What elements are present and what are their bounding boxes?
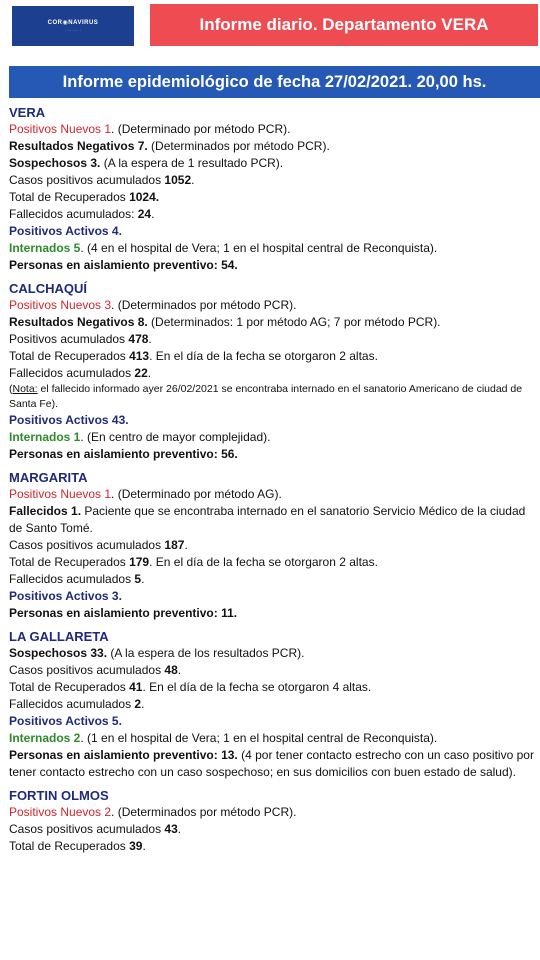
fallecidos-nuevos-detail: Paciente que se encontraba internado en el sanatorio Servicio Médico de la ciudad de Santo Tomé. [9,504,526,535]
internados-detail: . (1 en el hospital de Vera; 1 en el hospital central de Reconquista). [80,731,438,745]
nota-text: el fallecido informado ayer 26/02/2021 se encontraba internado en el sanatorio Americano de ciudad de Santa Fe). [9,383,523,410]
negativos-detail: (Determinados: 1 por método AG; 7 por método PCR). [147,315,441,329]
acumulados-value: 478 [128,332,149,346]
recuperados-detail: . En el día de la fecha se otorgaron 4 altas. [142,680,372,694]
acumulados-value: 43 [164,822,178,836]
negativos-label: Resultados Negativos 7. [9,139,148,153]
report-banner: Informe diario. Departamento VERA [150,4,538,46]
section-title-calchaqui: CALCHAQUÍ [9,281,87,296]
margarita-recuperados [9,554,540,571]
gallareta-acumulados: Casos positivos acumulados 48. [9,663,182,677]
fallecidos-value: 5 [134,572,142,586]
gallareta-recuperados [9,679,540,696]
gallareta-sospechosos [9,645,540,662]
vera-fallecidos: Fallecidos acumulados: 24. [9,207,155,221]
acumulados-value: 187 [164,538,185,552]
recuperados-label: Total de Recuperados [9,680,130,694]
positivos-label: Positivos Nuevos 1 [9,487,112,501]
negativos-label: Resultados Negativos 8. [9,315,148,329]
positivos-detail: . (Determinados por método PCR). [111,805,297,819]
recuperados-label: Total de Recuperados [9,839,130,853]
calchaqui-internados [9,429,540,446]
gallareta-internados [9,730,540,747]
internados-detail: . (En centro de mayor complejidad). [80,430,271,444]
gallareta-aislamiento [9,747,540,781]
calchaqui-activos: Positivos Activos 43. [9,413,129,427]
vera-acumulados: Casos positivos acumulados 1052. [9,173,195,187]
fortin-acumulados: Casos positivos acumulados 43. [9,822,182,836]
margarita-positivos [9,486,540,503]
gallareta-activos: Positivos Activos 5. [9,714,122,728]
top-bar [0,0,540,54]
internados-label: Internados 2 [9,731,81,745]
recuperados-label: Total de Recuperados [9,349,130,363]
section-title-gallareta: LA GALLARETA [9,629,109,644]
vera-activos: Positivos Activos 4. [9,224,122,238]
vera-positivos [9,121,540,138]
positivos-label: Positivos Nuevos 3 [9,298,112,312]
positivos-label: Positivos Nuevos 2 [9,805,112,819]
fallecidos-value: 2 [134,697,142,711]
calchaqui-positivos [9,297,540,314]
logo-text: COR◉NAVIRUS [47,20,99,26]
acumulados-value: 48 [164,663,178,677]
acumulados-label: Casos positivos acumulados [9,663,165,677]
acumulados-label: Casos positivos acumulados [9,822,165,836]
margarita-fallecidos-nuevos [9,503,540,537]
calchaqui-nota: (Nota: el fallecido informado ayer 26/02/2021 se encontraba internado en el sanatorio Americano de ciudad de Santa Fe). [9,383,523,410]
negativos-detail: (Determinados por método PCR). [147,139,330,153]
sospechosos-label: Sospechosos 33. [9,646,108,660]
section-title-fortin-olmos: FORTIN OLMOS [9,788,109,803]
fallecidos-value: 22 [134,366,148,380]
sospechosos-detail: (A la espera de 1 resultado PCR). [100,156,284,170]
margarita-activos: Positivos Activos 3. [9,589,122,603]
calchaqui-recuperados [9,348,540,365]
margarita-aislamiento: Personas en aislamiento preventivo: 11. [9,606,238,620]
acumulados-label: Casos positivos acumulados [9,173,165,187]
coronavirus-logo [12,6,134,46]
fortin-positivos [9,804,540,821]
aislamiento-label: Personas en aislamiento preventivo: 13. [9,748,238,762]
sospechosos-label: Sospechosos 3. [9,156,101,170]
acumulados-label: Positivos acumulados [9,332,129,346]
recuperados-value: 413 [129,349,150,363]
positivos-label: Positivos Nuevos 1 [9,122,112,136]
positivos-detail: . (Determinados por método PCR). [111,298,297,312]
vera-aislamiento: Personas en aislamiento preventivo: 54. [9,258,238,272]
section-title-vera: VERA [9,105,46,120]
fallecidos-label: Fallecidos acumulados: [9,207,138,221]
aislamiento-detail: (4 por tener contacto estrecho con un caso positivo por tener contacto estrecho con un caso sospechoso; en sus domicilios con buen estado de salud). [9,748,534,779]
recuperados-label: Total de Recuperados [9,190,130,204]
report-date-title: Informe epidemiológico de fecha 27/02/2021. 20,00 hs. [9,66,540,98]
calchaqui-negativos [9,314,540,331]
logo-decor: · · · · · · · [65,28,81,33]
recuperados-label: Total de Recuperados [9,555,130,569]
fallecidos-label: Fallecidos acumulados [9,697,135,711]
calchaqui-fallecidos: Fallecidos acumulados 22. [9,366,152,380]
gallareta-fallecidos: Fallecidos acumulados 2. [9,697,145,711]
sospechosos-detail: (A la espera de los resultados PCR). [107,646,305,660]
fallecidos-label: Fallecidos acumulados [9,572,135,586]
report-content [9,104,540,855]
internados-label: Internados 1 [9,430,81,444]
margarita-fallecidos: Fallecidos acumulados 5. [9,572,145,586]
internados-detail: . (4 en el hospital de Vera; 1 en el hospital central de Reconquista). [80,241,438,255]
vera-recuperados [9,189,540,206]
vera-negativos [9,138,540,155]
recuperados-detail: . En el día de la fecha se otorgaron 2 altas. [149,555,378,569]
vera-sospechosos [9,155,540,172]
fortin-recuperados: Total de Recuperados 39. [9,839,146,853]
recuperados-value: 41 [129,680,143,694]
internados-label: Internados 5 [9,241,81,255]
fallecidos-label: Fallecidos acumulados [9,366,135,380]
acumulados-value: 1052 [164,173,192,187]
acumulados-label: Casos positivos acumulados [9,538,165,552]
recuperados-value: 1024. [129,190,160,204]
positivos-detail: . (Determinado por método PCR). [111,122,291,136]
nota-label: Nota: [12,383,38,395]
calchaqui-acumulados: Positivos acumulados 478. [9,332,152,346]
recuperados-value: 39 [129,839,143,853]
positivos-detail: . (Determinado por método AG). [111,487,282,501]
section-title-margarita: MARGARITA [9,470,88,485]
margarita-acumulados: Casos positivos acumulados 187. [9,538,188,552]
fallecidos-value: 24 [137,207,152,221]
calchaqui-aislamiento: Personas en aislamiento preventivo: 56. [9,447,238,461]
fallecidos-nuevos-label: Fallecidos 1. [9,504,82,518]
recuperados-detail: . En el día de la fecha se otorgaron 2 altas. [149,349,378,363]
vera-internados [9,240,540,257]
recuperados-value: 179 [129,555,150,569]
